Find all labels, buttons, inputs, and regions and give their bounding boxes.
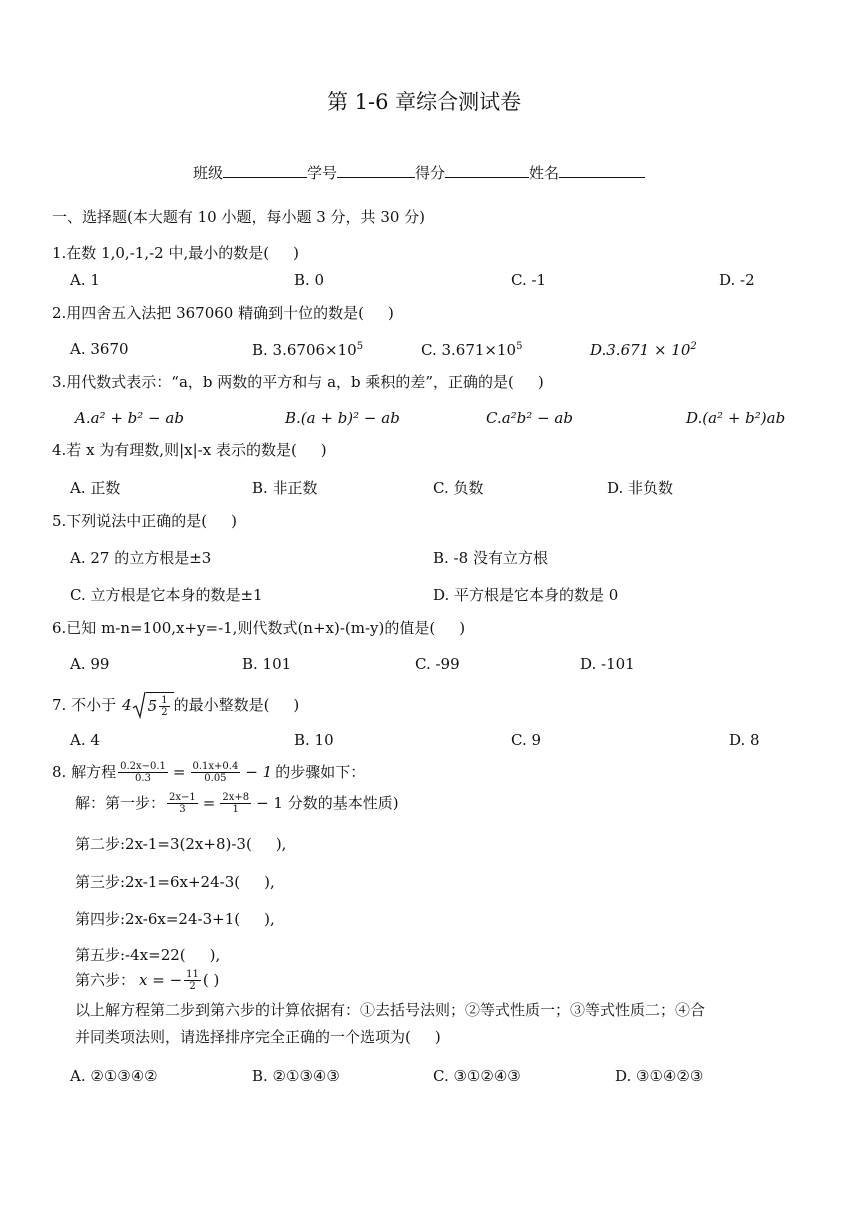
equation-fraction-2 — [191, 761, 241, 784]
radicand-whole: 5 — [147, 697, 158, 715]
name-label: 姓名 — [529, 164, 560, 182]
q7-option-a[interactable]: A. 4 — [70, 731, 100, 749]
question-stem: 8. 解方程 — [52, 762, 117, 781]
exponent: 2 — [690, 341, 697, 352]
step-text: 第五步:-4x=22( — [75, 946, 186, 964]
radical-sign-icon — [132, 691, 146, 719]
paren-close: ), — [275, 835, 287, 853]
q6-option-d[interactable]: D. -101 — [580, 655, 635, 673]
q3-option-d[interactable]: D.(a² + b²)ab — [686, 409, 786, 427]
class-label: 班级 — [193, 164, 224, 182]
q5-option-d[interactable]: D. 平方根是它本身的数是 0 — [433, 586, 619, 604]
q5-option-c[interactable]: C. 立方根是它本身的数是±1 — [70, 586, 263, 604]
q7-option-d[interactable]: D. 8 — [729, 731, 760, 749]
step-1-text: − 1 分数的基本性质) — [256, 793, 399, 812]
q4-option-b[interactable]: B. 非正数 — [252, 479, 318, 497]
fraction-denominator: 2 — [161, 707, 168, 718]
q6-option-b[interactable]: B. 101 — [242, 655, 292, 673]
question-5 — [52, 514, 237, 529]
fraction-numerator: 11 — [186, 968, 199, 980]
paren-close: ) — [231, 512, 238, 530]
step-text: 第三步:2x-1=6x+24-3( — [75, 873, 241, 891]
question-4 — [52, 443, 327, 458]
step-1-fraction-2 — [220, 792, 251, 815]
answer-blank[interactable]: ( ) — [202, 970, 220, 989]
step-1-fraction-1 — [167, 792, 198, 815]
q3-option-c[interactable]: C.a²b² − ab — [486, 409, 573, 427]
question-stem: 1.在数 1,0,-1,-2 中,最小的数是( — [52, 244, 270, 262]
q3-option-b[interactable]: B.(a + b)² − ab — [285, 409, 400, 427]
step-6 — [75, 966, 219, 994]
radicand — [146, 692, 174, 718]
question-stem-end: 的最小整数是( — [173, 695, 270, 714]
q7-option-c[interactable]: C. 9 — [511, 731, 542, 749]
paren-close: ), — [209, 946, 221, 964]
question-1 — [52, 246, 299, 261]
q8-option-d[interactable]: D. ③①④②③ — [615, 1067, 704, 1085]
step-text: 第二步:2x-1=3(2x+8)-3( — [75, 835, 252, 853]
fraction-numerator: 0.2x−0.1 — [120, 760, 166, 772]
paren-close: ) — [293, 244, 299, 262]
score-label: 得分 — [415, 164, 446, 182]
paren-close: ) — [459, 619, 466, 637]
q2-option-a[interactable]: A. 3670 — [70, 340, 129, 358]
option-text: C. 3.671×10 — [421, 341, 517, 359]
q3-option-a[interactable]: A.a² + b² − ab — [75, 409, 184, 427]
question-stem: 7. 不小于 — [52, 695, 117, 714]
equals-sign: = — [202, 793, 216, 812]
option-text: B. 3.6706×10 — [252, 341, 357, 359]
paren-close: ) — [537, 373, 544, 391]
fraction-denominator: 2 — [189, 980, 196, 992]
question-7 — [52, 691, 299, 719]
q5-option-b[interactable]: B. -8 没有立方根 — [433, 549, 548, 567]
q4-option-a[interactable]: A. 正数 — [70, 479, 121, 497]
question-stem-end: 的步骤如下： — [275, 762, 366, 781]
page-title: 第 1-6 章综合测试卷 — [327, 90, 522, 114]
exponent: 5 — [356, 341, 364, 352]
equals-sign: = — [172, 762, 186, 781]
exponent: 5 — [516, 341, 523, 352]
number-blank[interactable] — [337, 163, 415, 178]
option-text: D.3.671 × 10 — [590, 341, 691, 359]
step-2 — [75, 837, 286, 852]
paren-close: ) — [387, 304, 394, 322]
question-stem: 2.用四舍五入法把 367060 精确到十位的数是( — [52, 304, 364, 322]
q8-option-c[interactable]: C. ③①②④③ — [433, 1067, 521, 1085]
q8-option-a[interactable]: A. ②①③④② — [70, 1067, 158, 1085]
q1-option-a[interactable]: A. 1 — [70, 271, 100, 289]
q1-option-c[interactable]: C. -1 — [511, 271, 547, 289]
radical-coefficient: 4 — [122, 695, 132, 714]
equation-fraction-1 — [118, 761, 168, 784]
q6-option-a[interactable]: A. 99 — [70, 655, 110, 673]
section-heading: 一、选择题(本大题有 10 小题，每小题 3 分，共 30 分) — [52, 208, 426, 226]
paren-close: ), — [264, 873, 275, 891]
fraction-numerator: 0.1x+0.4 — [192, 760, 239, 772]
question-6 — [52, 621, 465, 636]
minus-one: − 1 — [245, 762, 273, 781]
question-stem: 3.用代数式表示：“a，b 两数的平方和与 a，b 乘积的差”，正确的是( — [52, 373, 514, 391]
q5-option-a[interactable]: A. 27 的立方根是±3 — [70, 549, 212, 567]
fraction-denominator: 3 — [179, 803, 186, 815]
q8-summary-line-1: 以上解方程第二步到第六步的计算依据有：①去括号法则；②等式性质一；③等式性质二；④合 — [75, 1001, 706, 1019]
step-4 — [75, 912, 275, 927]
question-stem: 6.已知 m-n=100,x+y=-1,则代数式(n+x)-(m-y)的值是( — [52, 619, 436, 637]
step-3 — [75, 875, 275, 890]
step-6-expression: x = − — [139, 970, 183, 989]
question-8 — [52, 757, 365, 787]
step-1 — [75, 788, 399, 818]
step-5 — [75, 948, 220, 963]
paren-close: ) — [293, 695, 300, 714]
class-blank[interactable] — [223, 163, 307, 178]
q7-option-b[interactable]: B. 10 — [294, 731, 334, 749]
paren-close: ) — [320, 441, 327, 459]
fraction-denominator: 0.05 — [204, 772, 227, 784]
question-3 — [52, 375, 544, 390]
paren-close: ) — [434, 1028, 441, 1046]
q2-option-d[interactable] — [590, 342, 697, 358]
fraction-denominator: 0.3 — [135, 772, 151, 784]
paren-close: ), — [264, 910, 275, 928]
step-6-label: 第六步： — [75, 970, 136, 989]
q4-option-d[interactable]: D. 非负数 — [607, 479, 674, 497]
q2-option-c[interactable] — [421, 342, 522, 358]
q2-option-b[interactable] — [252, 342, 363, 358]
step-6-fraction — [184, 969, 201, 992]
name-blank[interactable] — [559, 163, 645, 178]
step-text: 第四步:2x-6x=24-3+1( — [75, 910, 241, 928]
score-blank[interactable] — [445, 163, 529, 178]
question-2 — [52, 306, 394, 321]
fraction-numerator: 1 — [161, 695, 168, 706]
fraction-denominator: 1 — [232, 803, 239, 815]
q8-option-b[interactable]: B. ②①③④③ — [252, 1067, 340, 1085]
q6-option-c[interactable]: C. -99 — [415, 655, 460, 673]
question-stem: 4.若 x 为有理数,则|x|-x 表示的数是( — [52, 441, 297, 459]
fraction-numerator: 2x−1 — [169, 791, 196, 803]
question-stem: 5.下列说法中正确的是( — [52, 512, 208, 530]
header-fields — [193, 163, 645, 181]
fraction-numerator: 2x+8 — [222, 791, 250, 803]
number-label: 学号 — [307, 164, 338, 182]
q1-option-b[interactable]: B. 0 — [294, 271, 325, 289]
summary-text: 并同类项法则，请选择排序完全正确的一个选项为( — [75, 1028, 411, 1046]
q1-option-d[interactable]: D. -2 — [719, 271, 755, 289]
radicand-fraction — [159, 695, 169, 718]
step-1-label: 解：第一步： — [75, 793, 166, 812]
q8-summary-line-2 — [75, 1030, 441, 1045]
q4-option-c[interactable]: C. 负数 — [433, 479, 484, 497]
